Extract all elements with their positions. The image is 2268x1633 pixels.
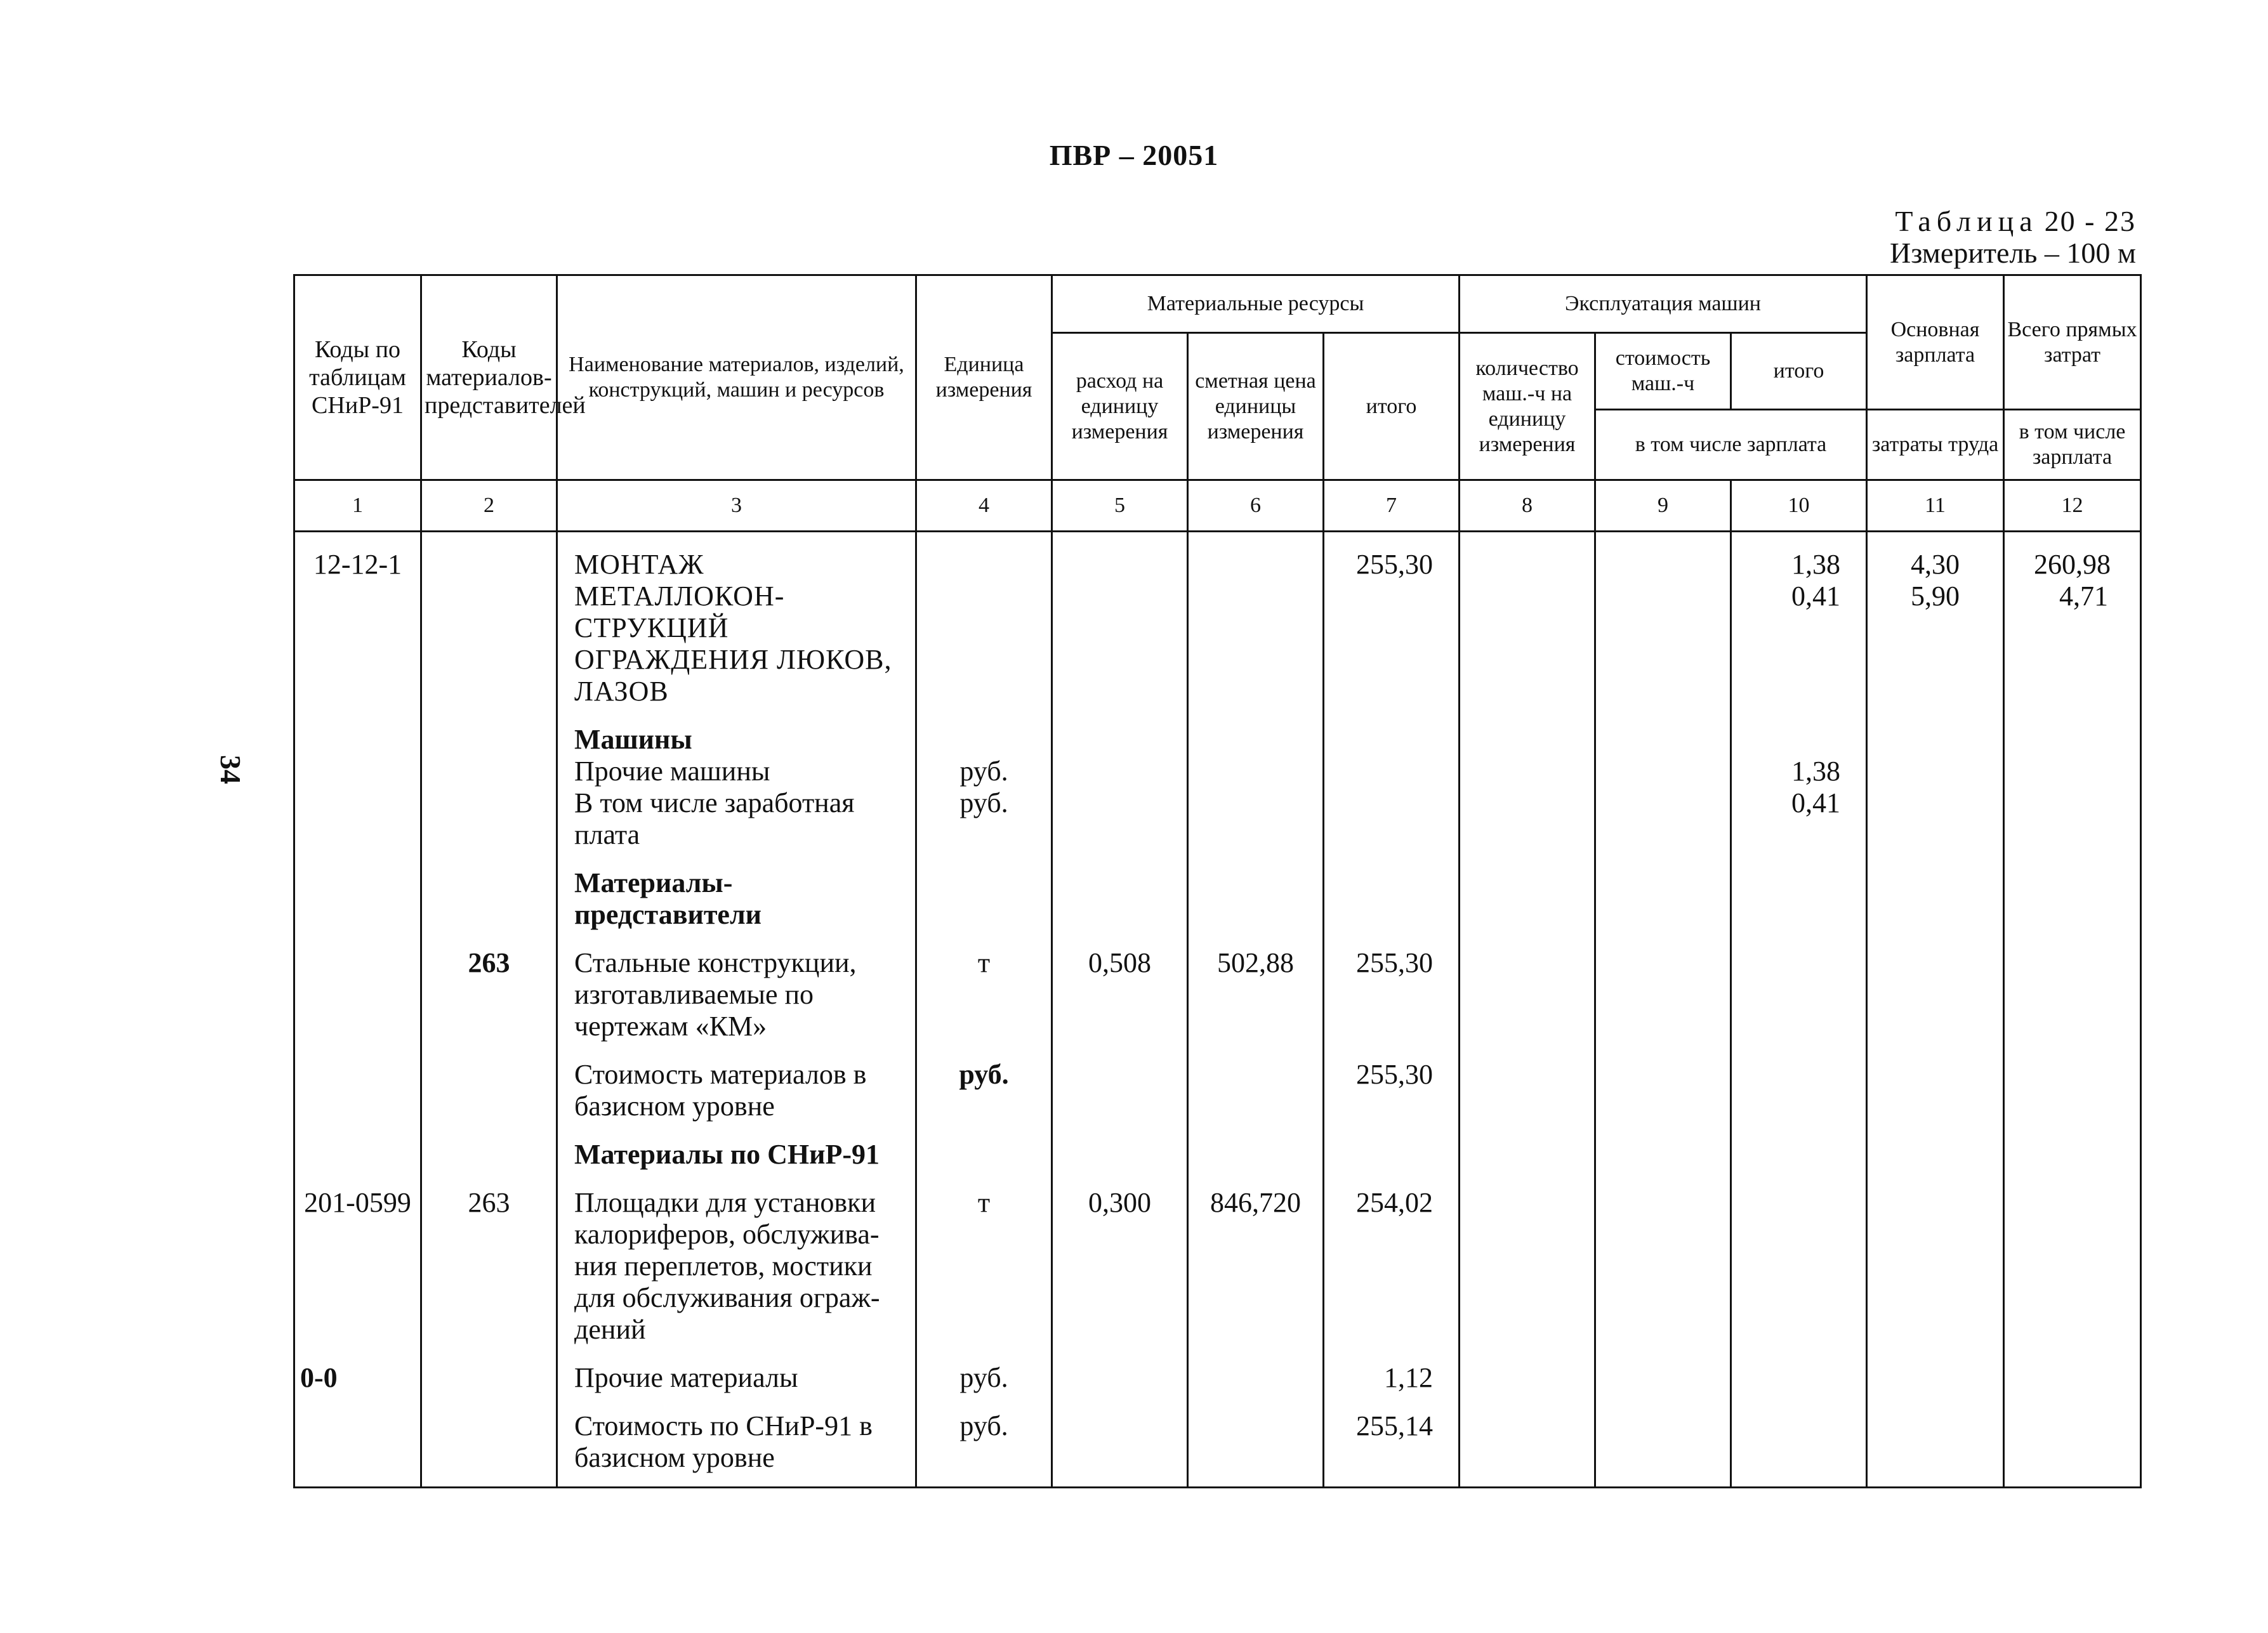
table-cell-code: 0-0	[294, 1346, 421, 1394]
table-row	[294, 1394, 2141, 1488]
table-cell-unit: руб.	[916, 787, 1052, 851]
table-row	[294, 1346, 2141, 1394]
col-header-5: расход на единицу измерения	[1052, 333, 1188, 480]
table-cell-name: Прочие машины	[557, 756, 916, 787]
table-cell-machines: 1,38	[1731, 756, 1867, 787]
table-cell-direct	[2004, 532, 2141, 708]
table-label	[1895, 204, 2136, 238]
col-header-8: количество маш.-ч на единицу измерения	[1460, 333, 1595, 480]
col-number: 7	[1324, 480, 1460, 532]
measure-unit: Измеритель – 100 м	[1890, 237, 2136, 269]
col-header-9: стоимость маш.-ч	[1595, 333, 1731, 410]
table-cell-total: 255,30	[1324, 1042, 1460, 1122]
table-cell-code: 201-0599	[294, 1171, 421, 1346]
col-number: 5	[1052, 480, 1188, 532]
section-heading-snip: Материалы по СНиР-91	[557, 1122, 916, 1171]
section-heading-machines: Машины	[557, 707, 916, 756]
table-row	[294, 787, 2141, 851]
table-cell-code2: 263	[421, 1171, 557, 1346]
col-header-2: Коды материалов-представителей	[421, 275, 557, 480]
table-row	[294, 851, 2141, 931]
col-number: 10	[1731, 480, 1867, 532]
col-header-9-10-sub: в том числе зарплата	[1595, 410, 1867, 480]
machines-total: 1,38	[1791, 549, 1841, 580]
col-header-12: Всего прямых затрат	[2004, 275, 2141, 410]
table-cell-name: Стоимость по СНиР-91 в базисном уровне	[557, 1394, 916, 1488]
col-header-11-sub: затраты труда	[1867, 410, 2004, 480]
machines-wage: 0,41	[1791, 580, 1841, 612]
col-header-12-sub: в том числе зарплата	[2004, 410, 2141, 480]
table-cell-price: 502,88	[1188, 931, 1324, 1042]
table-row	[294, 532, 2141, 708]
col-header-6: сметная цена единицы измерения	[1188, 333, 1324, 480]
col-number: 4	[916, 480, 1052, 532]
table-cell-unit: руб.	[916, 1394, 1052, 1488]
table-number: 20 - 23	[2044, 205, 2136, 237]
col-number: 1	[294, 480, 421, 532]
table-cell-total: 254,02	[1324, 1171, 1460, 1346]
page-title: ПВР – 20051	[1049, 139, 1219, 171]
table-cell-name: Стальные конструкции, изготавливаемые по чертежам «КМ»	[557, 931, 916, 1042]
table-cell-price: 846,720	[1188, 1171, 1324, 1346]
col-number: 9	[1595, 480, 1731, 532]
table-cell-name: МОНТАЖ МЕТАЛЛОКОН-СТРУКЦИЙ ОГРАЖДЕНИЯ ЛЮКОВ, ЛАЗОВ	[557, 532, 916, 708]
table-row	[294, 1042, 2141, 1122]
table-row	[294, 1122, 2141, 1171]
col-number: 11	[1867, 480, 2004, 532]
table-row	[294, 756, 2141, 787]
col-header-11: Основная зарплата	[1867, 275, 2004, 410]
direct-wage: 4,71	[2059, 580, 2109, 612]
table-cell-total: 255,30	[1324, 931, 1460, 1042]
table-cell-code2: 263	[421, 931, 557, 1042]
base-wage: 4,30	[1911, 549, 1960, 580]
col-header-10: итого	[1731, 333, 1867, 410]
table-cell-name: Стоимость материалов в базисном уровне	[557, 1042, 916, 1122]
col-number: 2	[421, 480, 557, 532]
table-cell-unit: т	[916, 931, 1052, 1042]
table-cell-machines: 0,41	[1731, 787, 1867, 851]
table-row	[294, 707, 2141, 756]
col-header-7: итого	[1324, 333, 1460, 480]
table-cell-consumption: 0,300	[1052, 1171, 1188, 1346]
table-cell-code: 12-12-1	[294, 532, 421, 708]
table-cell-name: В том числе заработная плата	[557, 787, 916, 851]
cost-table	[293, 274, 2142, 1488]
table-row	[294, 931, 2141, 1042]
machine-operation-header: Эксплуатация машин	[1460, 275, 1867, 333]
page-number: 34	[214, 755, 247, 784]
material-resources-header: Материальные ресурсы	[1052, 275, 1460, 333]
section-heading-representatives: Материалы-представители	[557, 851, 916, 931]
table-cell-wage	[1867, 532, 2004, 708]
col-header-3: Наименование материалов, изделий, конструкций, машин и ресурсов	[557, 275, 916, 480]
table-row	[294, 1171, 2141, 1346]
table-cell-consumption: 0,508	[1052, 931, 1188, 1042]
col-number: 12	[2004, 480, 2141, 532]
table-cell-name: Прочие материалы	[557, 1346, 916, 1394]
table-cell-total: 255,30	[1324, 532, 1460, 708]
col-header-4: Единица измерения	[916, 275, 1052, 480]
table-cell-total: 255,14	[1324, 1394, 1460, 1488]
table-cell-name: Площадки для установки калориферов, обслужива-ния переплетов, мостики для обслуживания ограж-дений	[557, 1171, 916, 1346]
table-cell-machines	[1731, 532, 1867, 708]
col-number: 3	[557, 480, 916, 532]
col-number: 6	[1188, 480, 1324, 532]
col-header-1: Коды по таблицам СНиР-91	[294, 275, 421, 480]
table-cell-total: 1,12	[1324, 1346, 1460, 1394]
direct-total: 260,98	[2034, 549, 2111, 580]
table-cell-unit: т	[916, 1171, 1052, 1346]
table-label-word: Таблица	[1895, 205, 2038, 237]
col-number: 8	[1460, 480, 1595, 532]
labor-cost: 5,90	[1911, 580, 1960, 612]
table-cell-unit: руб.	[916, 756, 1052, 787]
table-cell-unit: руб.	[916, 1346, 1052, 1394]
table-cell-unit: руб.	[916, 1042, 1052, 1122]
